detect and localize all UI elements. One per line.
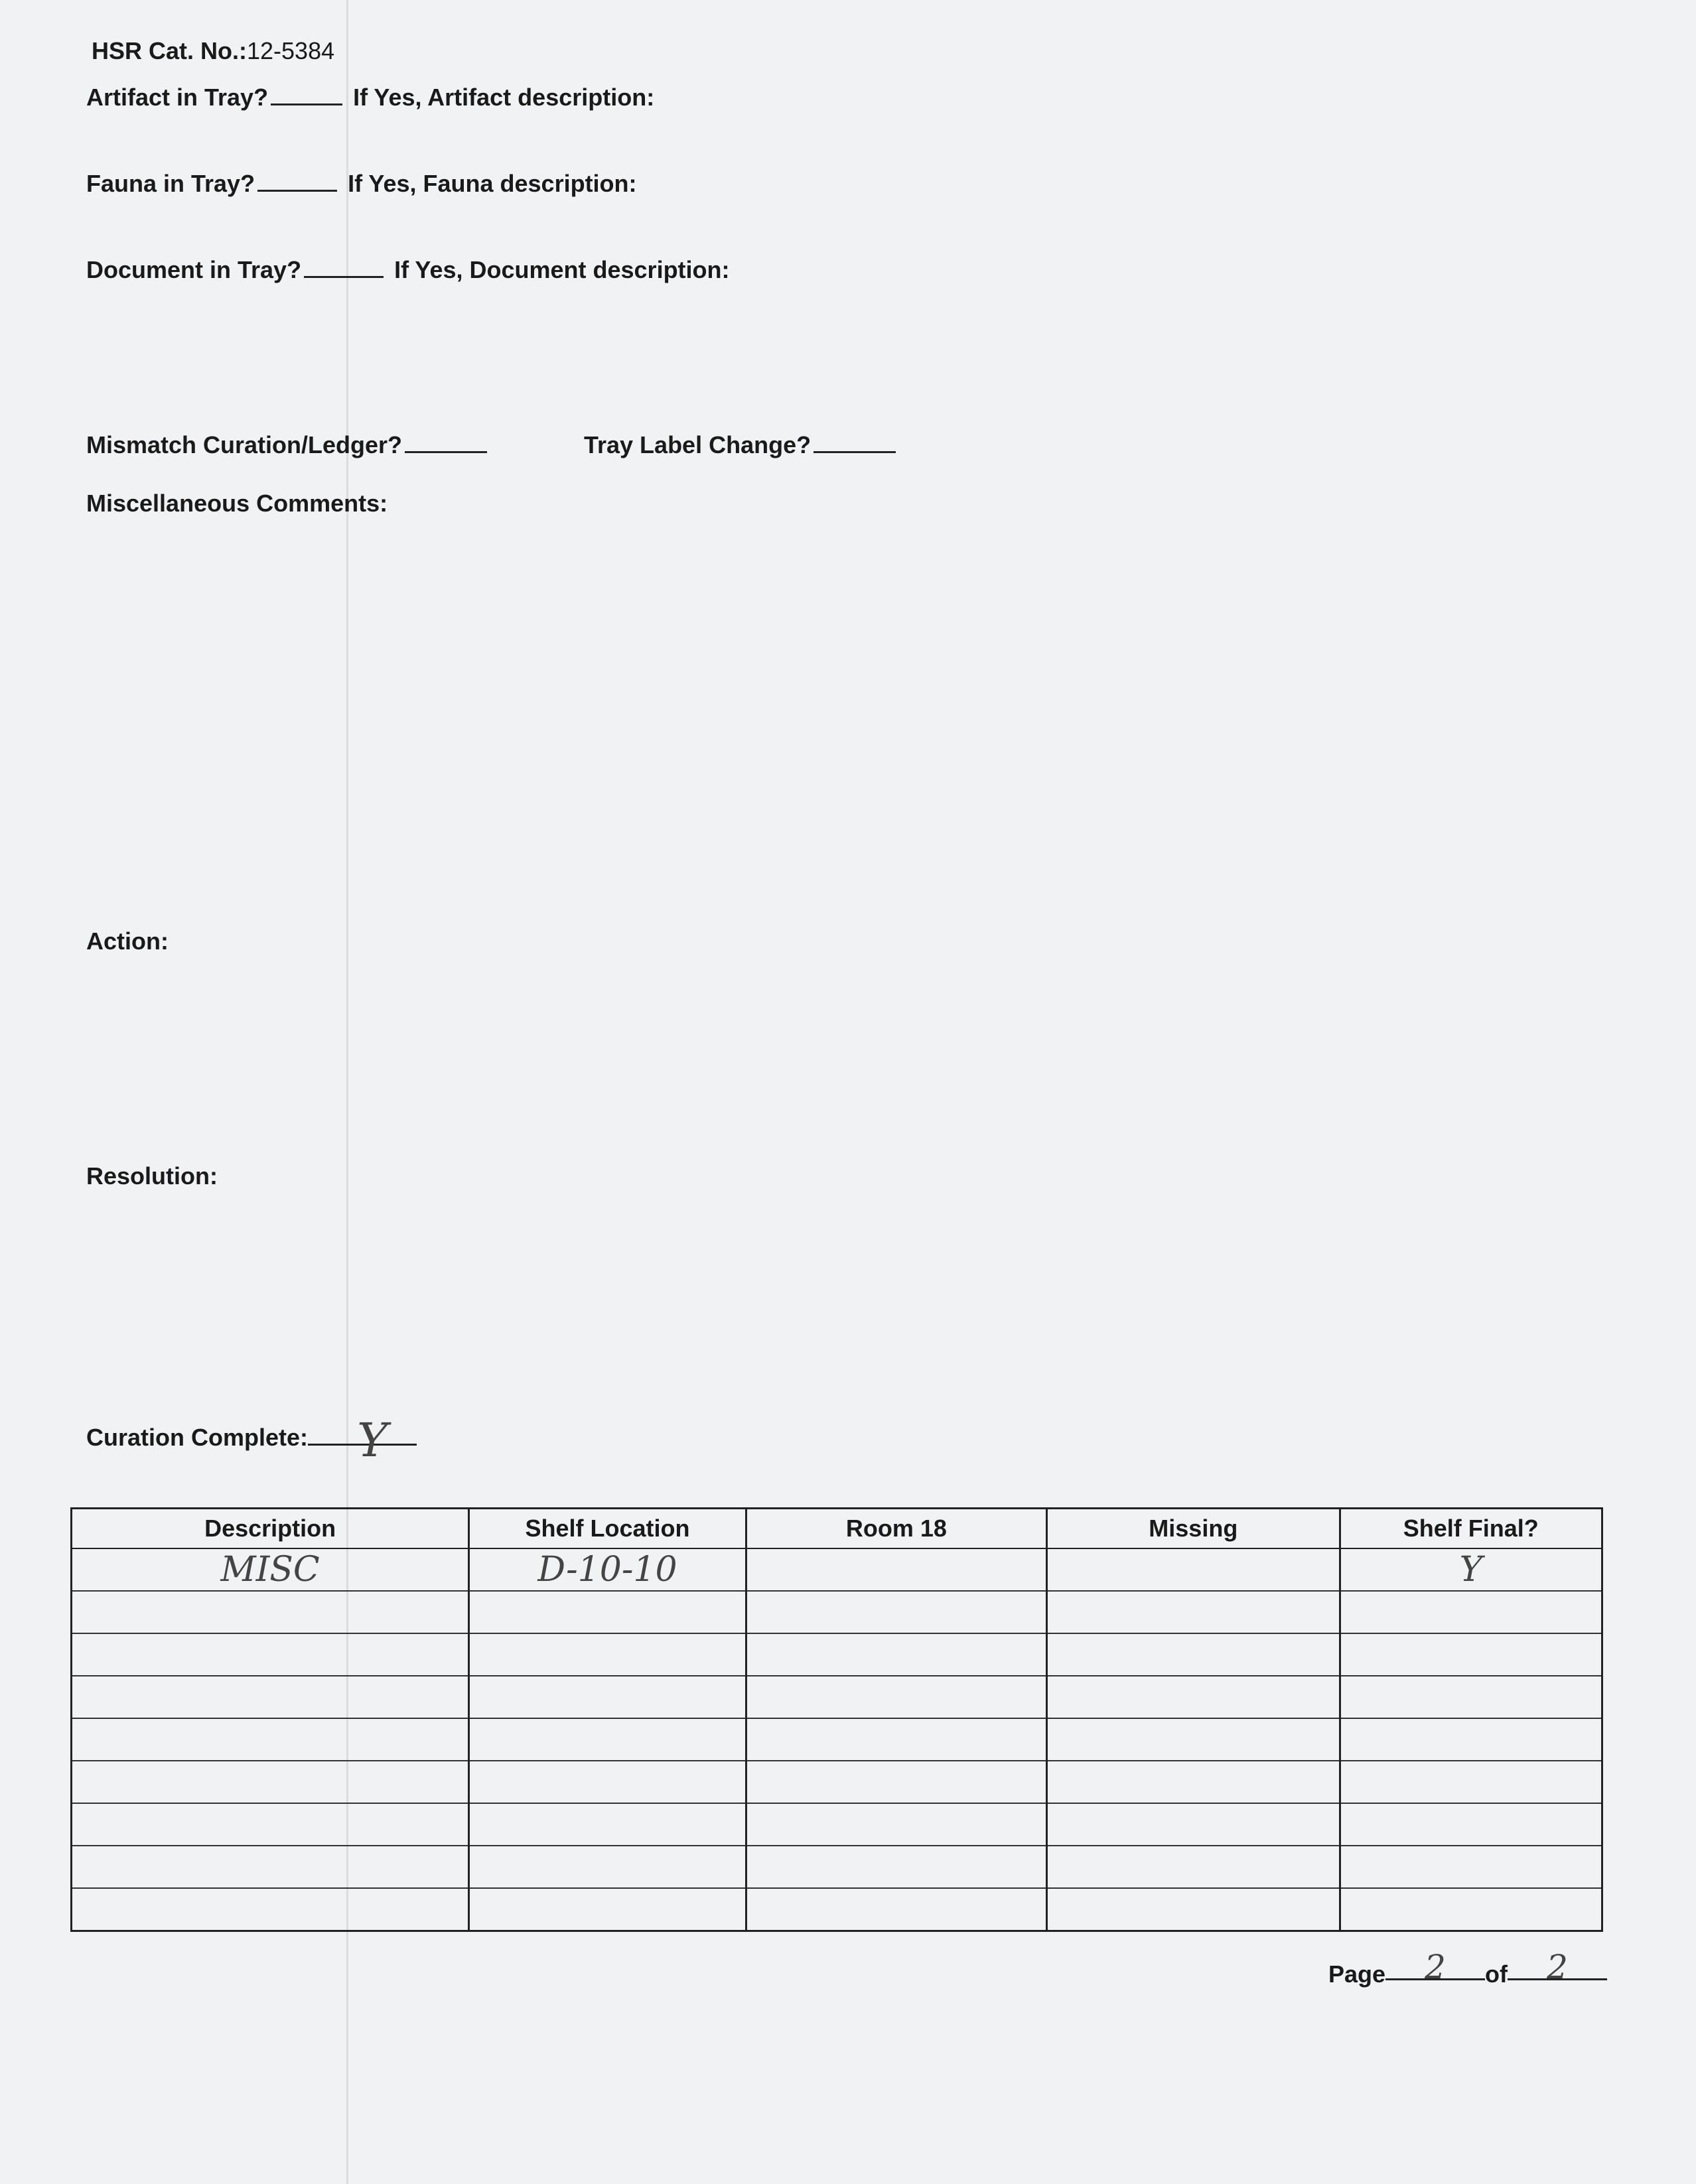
shelf-final-cell[interactable] <box>1340 1761 1602 1803</box>
shelf-final-cell[interactable] <box>1340 1591 1602 1633</box>
table-row <box>72 1591 1602 1633</box>
description-cell[interactable] <box>72 1548 469 1591</box>
description-value: MISC <box>220 1549 320 1590</box>
description-cell[interactable] <box>72 1633 469 1676</box>
document-answer-blank[interactable] <box>304 263 384 278</box>
tray-label-question: Tray Label Change? <box>584 431 812 458</box>
tray-label-line <box>584 431 900 459</box>
shelf-location-cell[interactable] <box>469 1676 746 1718</box>
missing-cell[interactable] <box>1047 1803 1340 1846</box>
room-18-cell[interactable] <box>746 1803 1046 1846</box>
missing-cell[interactable] <box>1047 1548 1340 1591</box>
shelf-location-cell[interactable] <box>469 1718 746 1761</box>
mismatch-answer-blank[interactable] <box>405 438 487 453</box>
fauna-line <box>86 170 637 198</box>
artifact-description-label: If Yes, Artifact description: <box>353 84 655 111</box>
page-number-value: 2 <box>1425 1948 1446 1986</box>
missing-cell[interactable] <box>1047 1676 1340 1718</box>
curation-complete-value: Y <box>357 1413 388 1467</box>
shelf-location-cell[interactable] <box>469 1548 746 1591</box>
missing-cell[interactable] <box>1047 1761 1340 1803</box>
artifact-question: Artifact in Tray? <box>86 84 269 111</box>
table-row <box>72 1846 1602 1888</box>
room-18-cell[interactable] <box>746 1548 1046 1591</box>
fauna-answer-blank[interactable] <box>257 176 337 192</box>
shelf-final-cell[interactable] <box>1340 1846 1602 1888</box>
column-header-description: Description <box>72 1509 469 1549</box>
table-row <box>72 1803 1602 1846</box>
inventory-table <box>70 1507 1603 1932</box>
document-question: Document in Tray? <box>86 256 302 283</box>
catalog-number-line <box>92 37 334 65</box>
misc-comments-label: Miscellaneous Comments: <box>86 490 388 517</box>
column-header-missing: Missing <box>1047 1509 1340 1549</box>
shelf-final-cell[interactable] <box>1340 1888 1602 1931</box>
room-18-cell[interactable] <box>746 1591 1046 1633</box>
of-label: of <box>1485 1960 1508 1988</box>
table-row <box>72 1888 1602 1931</box>
table-row <box>72 1718 1602 1761</box>
resolution-label: Resolution: <box>86 1162 218 1190</box>
page-label: Page <box>1328 1960 1386 1988</box>
shelf-final-cell[interactable] <box>1340 1803 1602 1846</box>
artifact-answer-blank[interactable] <box>271 90 342 105</box>
description-cell[interactable] <box>72 1676 469 1718</box>
table-row <box>72 1761 1602 1803</box>
page-footer <box>1328 1948 1607 1988</box>
page-total-value: 2 <box>1547 1948 1568 1986</box>
table-row <box>72 1548 1602 1591</box>
room-18-cell[interactable] <box>746 1633 1046 1676</box>
table-row <box>72 1676 1602 1718</box>
document-description-label: If Yes, Document description: <box>394 256 730 283</box>
fauna-question: Fauna in Tray? <box>86 170 255 197</box>
description-cell[interactable] <box>72 1846 469 1888</box>
action-label: Action: <box>86 927 169 955</box>
missing-cell[interactable] <box>1047 1718 1340 1761</box>
table-header-row <box>72 1509 1602 1549</box>
column-header-shelf-location: Shelf Location <box>469 1509 746 1549</box>
shelf-final-cell[interactable] <box>1340 1718 1602 1761</box>
shelf-location-cell[interactable] <box>469 1633 746 1676</box>
shelf-location-cell[interactable] <box>469 1591 746 1633</box>
shelf-location-cell[interactable] <box>469 1888 746 1931</box>
description-cell[interactable] <box>72 1888 469 1931</box>
fauna-description-label: If Yes, Fauna description: <box>348 170 637 197</box>
shelf-location-value: D-10-10 <box>537 1549 677 1590</box>
description-cell[interactable] <box>72 1761 469 1803</box>
artifact-line <box>86 84 654 111</box>
missing-cell[interactable] <box>1047 1591 1340 1633</box>
shelf-final-cell[interactable] <box>1340 1633 1602 1676</box>
mismatch-line <box>86 431 491 459</box>
document-line <box>86 256 730 284</box>
shelf-final-cell[interactable] <box>1340 1676 1602 1718</box>
tray-label-answer-blank[interactable] <box>813 438 896 453</box>
catalog-number-label: HSR Cat. No.: <box>92 37 247 64</box>
room-18-cell[interactable] <box>746 1846 1046 1888</box>
page-number-blank[interactable] <box>1385 1948 1485 1986</box>
missing-cell[interactable] <box>1047 1888 1340 1931</box>
description-cell[interactable] <box>72 1591 469 1633</box>
room-18-cell[interactable] <box>746 1761 1046 1803</box>
room-18-cell[interactable] <box>746 1718 1046 1761</box>
description-cell[interactable] <box>72 1803 469 1846</box>
shelf-final-value: Y <box>1459 1549 1482 1590</box>
room-18-cell[interactable] <box>746 1676 1046 1718</box>
room-18-cell[interactable] <box>746 1888 1046 1931</box>
page-total-blank[interactable] <box>1508 1948 1607 1986</box>
shelf-location-cell[interactable] <box>469 1846 746 1888</box>
missing-cell[interactable] <box>1047 1633 1340 1676</box>
catalog-number-value: 12-5384 <box>247 37 335 64</box>
missing-cell[interactable] <box>1047 1846 1340 1888</box>
mismatch-question: Mismatch Curation/Ledger? <box>86 431 403 458</box>
shelf-final-cell[interactable] <box>1340 1548 1602 1591</box>
shelf-location-cell[interactable] <box>469 1803 746 1846</box>
column-header-shelf-final: Shelf Final? <box>1340 1509 1602 1549</box>
table-row <box>72 1633 1602 1676</box>
curation-complete-label: Curation Complete: <box>86 1424 309 1451</box>
shelf-location-cell[interactable] <box>469 1761 746 1803</box>
description-cell[interactable] <box>72 1718 469 1761</box>
column-header-room-18: Room 18 <box>746 1509 1046 1549</box>
